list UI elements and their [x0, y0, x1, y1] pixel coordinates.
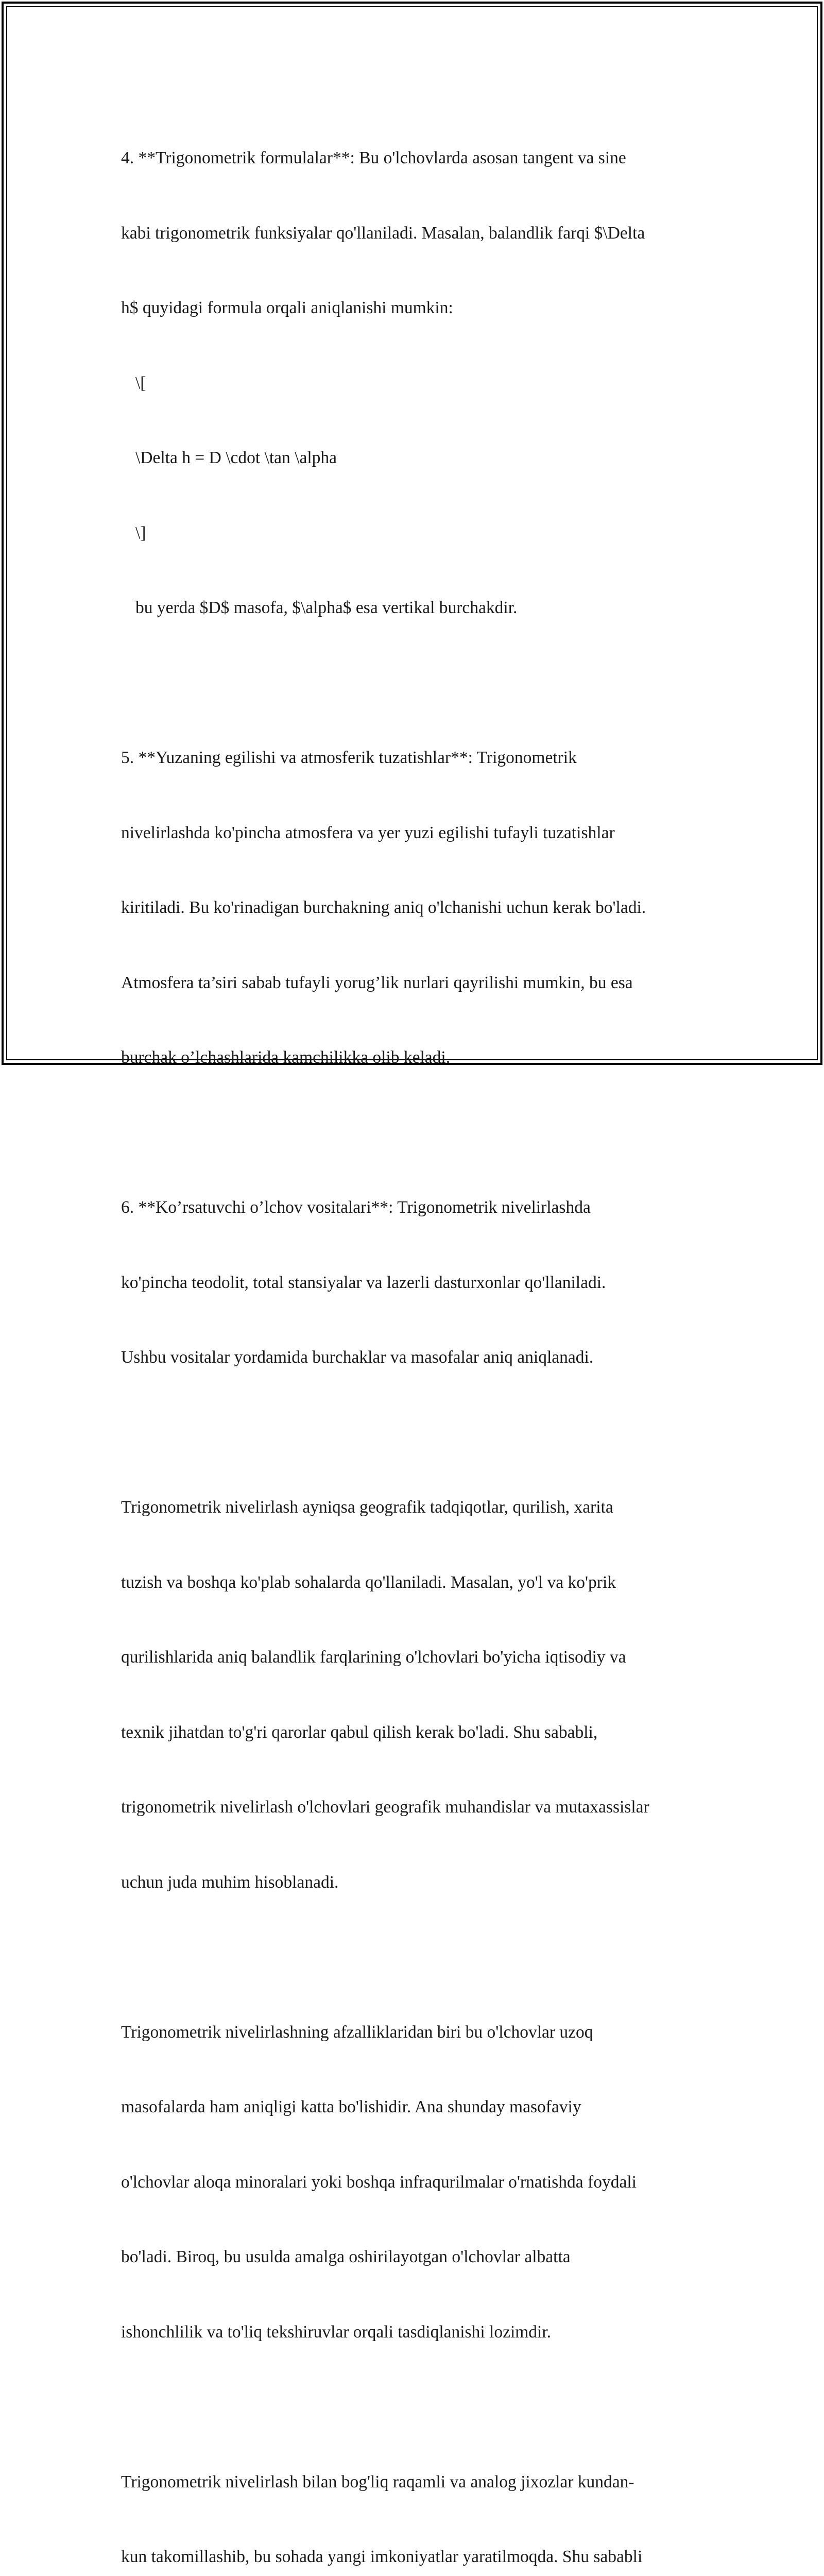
- paragraph-modern-equipment: [121, 2420, 713, 2576]
- text-line: masofalarda ham aniqligi katta bo'lishidir. Ana shunday masofaviy: [121, 2095, 713, 2120]
- text-line: o'lchovlar aloqa minoralari yoki boshqa infraqurilmalar o'rnatishda foydali: [121, 2170, 713, 2195]
- paragraph-measuring-instruments: [121, 1145, 713, 1420]
- text-line: bo'ladi. Biroq, bu usulda amalga oshirilayotgan o'lchovlar albatta: [121, 2245, 713, 2270]
- text-line: kabi trigonometrik funksiyalar qo'llaniladi. Masalan, balandlik farqi $\Delta: [121, 221, 713, 246]
- paragraph-applications: [121, 1445, 713, 1945]
- text-line: Trigonometrik nivelirlashning afzalliklaridan biri bu o'lchovlar uzoq: [121, 2020, 713, 2045]
- text-line: Trigonometrik nivelirlash bilan bog'liq raqamli va analog jixozlar kundan-: [121, 2470, 713, 2495]
- text-line: trigonometrik nivelirlash o'lchovlari geografik muhandislar va mutaxassislar: [121, 1795, 713, 1820]
- formula-body: \Delta h = D \cdot \tan \alpha: [121, 446, 713, 471]
- text-line: texnik jihatdan to'g'ri qarorlar qabul qilish kerak bo'ladi. Shu sababli,: [121, 1720, 713, 1745]
- text-line: 5. **Yuzaning egilishi va atmosferik tuzatishlar**: Trigonometrik: [121, 745, 713, 771]
- text-line: ishonchlilik va to'liq tekshiruvlar orqali tasdiqlanishi lozimdir.: [121, 2320, 713, 2345]
- document-body: [121, 96, 713, 2576]
- text-line: qurilishlarida aniq balandlik farqlarining o'lchovlari bo'yicha iqtisodiy va: [121, 1645, 713, 1670]
- text-line: Ushbu vositalar yordamida burchaklar va masofalar aniq aniqlanadi.: [121, 1345, 713, 1370]
- text-line: Trigonometrik nivelirlash ayniqsa geografik tadqiqotlar, qurilish, xarita: [121, 1495, 713, 1520]
- text-line: Atmosfera ta’siri sabab tufayli yorug’lik nurlari qayrilishi mumkin, bu esa: [121, 971, 713, 996]
- paragraph-advantages: [121, 1970, 713, 2395]
- text-line: kun takomillashib, bu sohada yangi imkoniyatlar yaratilmoqda. Shu sababli: [121, 2545, 713, 2570]
- formula-open-bracket: \[: [121, 371, 713, 396]
- formula-close-bracket: \]: [121, 521, 713, 546]
- formula-explanation: bu yerda $D$ masofa, $\alpha$ esa vertikal burchakdir.: [121, 596, 713, 621]
- text-line: nivelirlashda ko'pincha atmosfera va yer yuzi egilishi tufayli tuzatishlar: [121, 821, 713, 846]
- paragraph-trigonometric-formulas: [121, 96, 713, 671]
- text-line: h$ quyidagi formula orqali aniqlanishi mumkin:: [121, 296, 713, 321]
- text-line: tuzish va boshqa ko'plab sohalarda qo'llaniladi. Masalan, yo'l va ko'prik: [121, 1570, 713, 1596]
- text-line: kiritiladi. Bu ko'rinadigan burchakning aniq o'lchanishi uchun kerak bo'ladi.: [121, 895, 713, 921]
- text-line: burchak o’lchashlarida kamchilikka olib keladi.: [121, 1045, 713, 1071]
- text-line: 4. **Trigonometrik formulalar**: Bu o'lchovlarda asosan tangent va sine: [121, 146, 713, 171]
- text-line: uchun juda muhim hisoblanadi.: [121, 1870, 713, 1895]
- paragraph-atmospheric-corrections: [121, 696, 713, 1121]
- text-line: 6. **Ko’rsatuvchi o’lchov vositalari**: Trigonometrik nivelirlashda: [121, 1195, 713, 1221]
- text-line: ko'pincha teodolit, total stansiyalar va lazerli dasturxonlar qo'llaniladi.: [121, 1270, 713, 1296]
